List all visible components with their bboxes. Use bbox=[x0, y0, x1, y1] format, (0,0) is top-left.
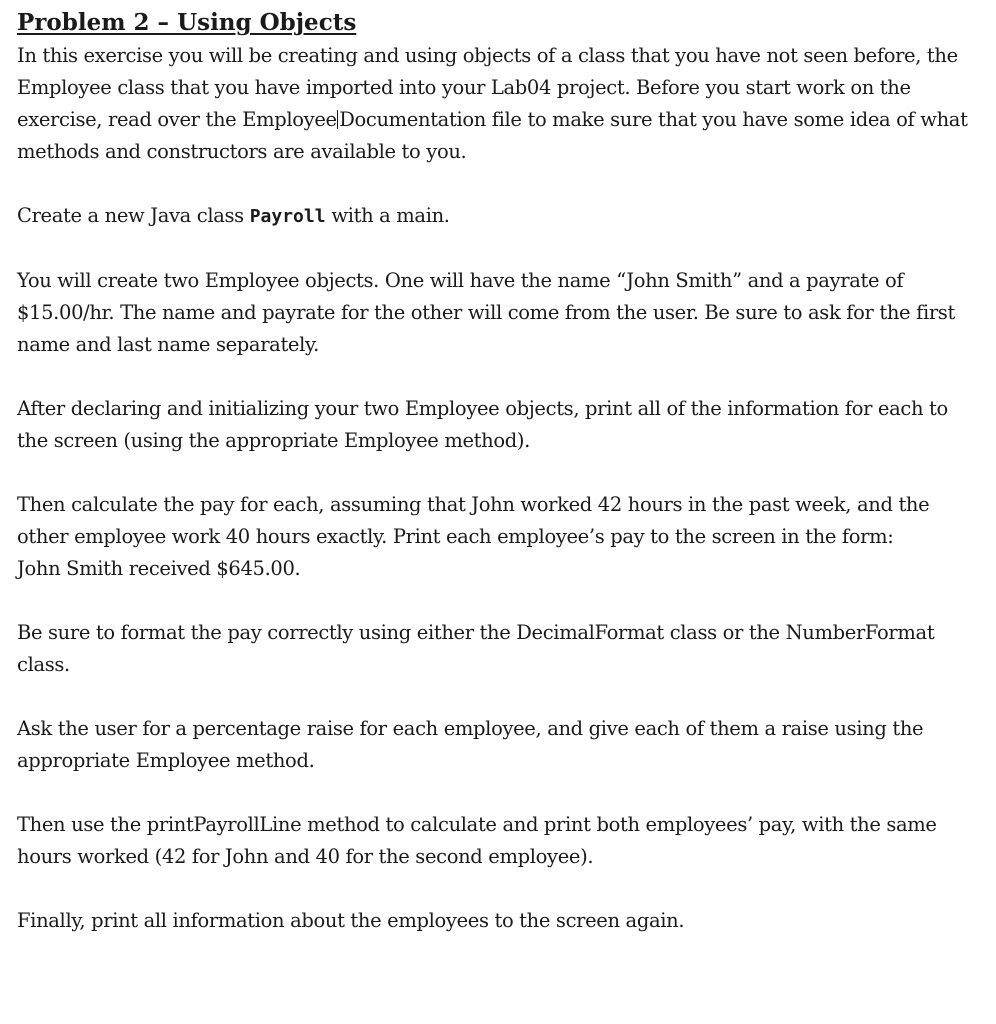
create-class-text-before: Create a new Java class bbox=[17, 204, 250, 227]
print-info-paragraph: After declaring and initializing your two Employee objects, print all of the information for each to the screen (using the appropriate Employee method). bbox=[17, 397, 948, 452]
text-cursor bbox=[337, 110, 339, 129]
format-pay-paragraph: Be sure to format the pay correctly using either the DecimalFormat class or the NumberFormat class. bbox=[17, 621, 935, 676]
pay-example-line: John Smith received $645.00. bbox=[17, 557, 301, 580]
class-name-code: Payroll bbox=[249, 206, 326, 227]
intro-text-after-cursor: Documentation file to make sure that you have some idea of what methods and constructors are available to you. bbox=[17, 108, 968, 163]
create-class-paragraph bbox=[17, 200, 977, 233]
intro-paragraph bbox=[17, 40, 977, 168]
intro-text-before-cursor: In this exercise you will be creating and using objects of a class that you have not seen before, the Employee class that you have imported into your Lab04 project. Before you start work on the exercise, read over the Employee bbox=[17, 44, 958, 131]
calculate-pay-text: Then calculate the pay for each, assuming that John worked 42 hours in the past week, and the other employee work 40 hours exactly. Print each employee’s pay to the screen in the form: bbox=[17, 493, 930, 548]
create-class-text-after: with a main. bbox=[325, 204, 450, 227]
employee-objects-paragraph: You will create two Employee objects. One will have the name “John Smith” and a payrate of $15.00/hr. The name and payrate for the other will come from the user. Be sure to ask for the first name and last name separately. bbox=[17, 269, 955, 356]
print-payroll-paragraph: Then use the printPayrollLine method to calculate and print both employees’ pay, with the same hours worked (42 for John and 40 for the second employee). bbox=[17, 813, 937, 868]
final-print-paragraph: Finally, print all information about the employees to the screen again. bbox=[17, 909, 685, 932]
page-title: Problem 2 – Using Objects bbox=[17, 9, 357, 36]
raise-paragraph: Ask the user for a percentage raise for each employee, and give each of them a raise using the appropriate Employee method. bbox=[17, 717, 924, 772]
document-page bbox=[17, 6, 977, 937]
calculate-pay-paragraph bbox=[17, 489, 977, 585]
